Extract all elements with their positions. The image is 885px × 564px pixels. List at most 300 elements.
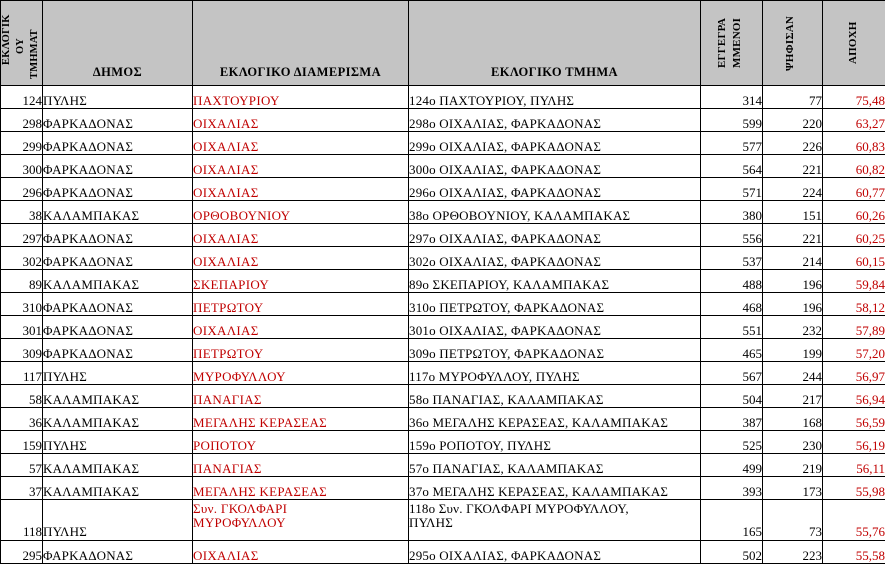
cell-municipality bbox=[43, 477, 193, 500]
cell-polling-station-text: 295ο ΟΙΧΑΛΙΑΣ, ΦΑΡΚΑΔΟΝΑΣ bbox=[409, 549, 700, 563]
cell-abstention bbox=[823, 454, 885, 477]
cell-registered-voters bbox=[701, 86, 763, 109]
cell-municipality bbox=[43, 316, 193, 339]
cell-abstention-text: 60,15 bbox=[856, 254, 885, 269]
cell-polling-station bbox=[409, 431, 701, 454]
cell-registered-voters bbox=[701, 201, 763, 224]
column-header-electoral-district bbox=[193, 1, 409, 86]
cell-abstention bbox=[823, 132, 885, 155]
cell-voted-text: 223 bbox=[803, 548, 823, 563]
cell-electoral-district bbox=[193, 454, 409, 477]
cell-abstention bbox=[823, 477, 885, 500]
cell-polling-station bbox=[409, 201, 701, 224]
cell-electoral-district-text: ΟΙΧΑΛΙΑΣ bbox=[193, 163, 408, 177]
cell-polling-station bbox=[409, 454, 701, 477]
cell-abstention bbox=[823, 247, 885, 270]
cell-registered-voters bbox=[701, 431, 763, 454]
cell-municipality-text: ΚΑΛΑΜΠΑΚΑΣ bbox=[43, 392, 139, 407]
cell-electoral-district-text: ΜΥΡΟΦΥΛΛΟΥ bbox=[193, 370, 408, 384]
cell-voted bbox=[763, 86, 823, 109]
cell-abstention-text: 56,59 bbox=[856, 415, 885, 430]
cell-voted-text: 173 bbox=[803, 484, 823, 499]
cell-abstention bbox=[823, 385, 885, 408]
table-row[interactable] bbox=[1, 385, 885, 408]
table-row[interactable] bbox=[1, 293, 885, 316]
cell-serial-number bbox=[1, 201, 43, 224]
table-row[interactable] bbox=[1, 178, 885, 201]
cell-serial-number bbox=[1, 339, 43, 362]
cell-voted bbox=[763, 270, 823, 293]
cell-electoral-district bbox=[193, 155, 409, 178]
table-row[interactable] bbox=[1, 155, 885, 178]
column-header-municipality-label: ΔΗΜΟΣ bbox=[43, 66, 192, 85]
cell-abstention-text: 63,27 bbox=[856, 116, 885, 131]
cell-municipality bbox=[43, 155, 193, 178]
cell-abstention-text: 55,58 bbox=[856, 548, 885, 563]
table-row[interactable] bbox=[1, 132, 885, 155]
cell-voted bbox=[763, 339, 823, 362]
cell-voted-text: 196 bbox=[803, 277, 823, 292]
cell-voted bbox=[763, 362, 823, 385]
cell-registered-voters-text: 567 bbox=[743, 369, 763, 384]
cell-registered-voters-text: 504 bbox=[743, 392, 763, 407]
cell-electoral-district-text: ΠΕΤΡΩΤΟΥ bbox=[193, 301, 408, 315]
cell-municipality bbox=[43, 339, 193, 362]
cell-voted bbox=[763, 431, 823, 454]
cell-serial-number bbox=[1, 247, 43, 270]
cell-registered-voters bbox=[701, 454, 763, 477]
cell-abstention bbox=[823, 270, 885, 293]
column-header-abstention bbox=[823, 1, 885, 86]
cell-electoral-district bbox=[193, 385, 409, 408]
cell-electoral-district bbox=[193, 178, 409, 201]
cell-polling-station-text: 159ο ΡΟΠΟΤΟΥ, ΠΥΛΗΣ bbox=[409, 439, 700, 453]
cell-registered-voters bbox=[701, 132, 763, 155]
cell-municipality-text: ΠΥΛΗΣ bbox=[43, 438, 87, 453]
cell-electoral-district-text: ΠΑΝΑΓΙΑΣ bbox=[193, 393, 408, 407]
cell-serial-number-text: 57 bbox=[29, 461, 42, 476]
cell-abstention-text: 60,25 bbox=[856, 231, 885, 246]
cell-municipality bbox=[43, 201, 193, 224]
cell-electoral-district-text-line2: ΜΥΡΟΦΥΛΛΟΥ bbox=[193, 516, 408, 530]
cell-abstention bbox=[823, 86, 885, 109]
cell-municipality-text: ΦΑΡΚΑΔΟΝΑΣ bbox=[43, 346, 133, 361]
cell-municipality-text: ΠΥΛΗΣ bbox=[43, 93, 87, 108]
cell-registered-voters bbox=[701, 224, 763, 247]
cell-polling-station-text-line2: ΠΥΛΗΣ bbox=[409, 516, 700, 530]
cell-municipality-text: ΚΑΛΑΜΠΑΚΑΣ bbox=[43, 208, 139, 223]
table-row[interactable] bbox=[1, 201, 885, 224]
cell-voted bbox=[763, 385, 823, 408]
cell-electoral-district bbox=[193, 293, 409, 316]
cell-voted-text: 73 bbox=[809, 524, 822, 539]
cell-serial-number-text: 301 bbox=[23, 323, 43, 338]
cell-abstention-text: 56,11 bbox=[856, 461, 885, 476]
cell-abstention-text: 56,97 bbox=[856, 369, 885, 384]
cell-polling-station-text: 117ο ΜΥΡΟΦΥΛΛΟΥ, ΠΥΛΗΣ bbox=[409, 370, 700, 384]
column-header-abstention-label: ΑΠΟΧΗ bbox=[848, 5, 859, 81]
cell-polling-station-text: 124ο ΠΑΧΤΟΥΡΙΟΥ, ΠΥΛΗΣ bbox=[409, 94, 700, 108]
cell-polling-station bbox=[409, 293, 701, 316]
table-row[interactable] bbox=[1, 109, 885, 132]
cell-municipality bbox=[43, 385, 193, 408]
column-header-registered-line2: ΜΜΕΝΟΙ bbox=[732, 5, 743, 81]
cell-registered-voters-text: 468 bbox=[743, 300, 763, 315]
cell-municipality bbox=[43, 362, 193, 385]
cell-voted bbox=[763, 541, 823, 564]
cell-registered-voters bbox=[701, 541, 763, 564]
cell-electoral-district bbox=[193, 270, 409, 293]
cell-serial-number-text: 118 bbox=[23, 524, 42, 539]
cell-registered-voters-text: 537 bbox=[743, 254, 763, 269]
cell-serial-number-text: 89 bbox=[29, 277, 42, 292]
cell-registered-voters-text: 502 bbox=[743, 548, 763, 563]
cell-voted bbox=[763, 316, 823, 339]
cell-registered-voters bbox=[701, 316, 763, 339]
cell-abstention-text: 56,19 bbox=[856, 438, 885, 453]
cell-serial-number bbox=[1, 431, 43, 454]
cell-serial-number bbox=[1, 477, 43, 500]
cell-abstention-text: 58,12 bbox=[856, 300, 885, 315]
cell-registered-voters-text: 571 bbox=[743, 185, 763, 200]
cell-polling-station bbox=[409, 132, 701, 155]
cell-voted bbox=[763, 201, 823, 224]
cell-voted-text: 226 bbox=[803, 139, 823, 154]
cell-polling-station-text: 296ο ΟΙΧΑΛΙΑΣ, ΦΑΡΚΑΔΟΝΑΣ bbox=[409, 186, 700, 200]
cell-registered-voters bbox=[701, 270, 763, 293]
cell-electoral-district bbox=[193, 362, 409, 385]
cell-electoral-district-text: ΟΙΧΑΛΙΑΣ bbox=[193, 549, 408, 563]
cell-polling-station bbox=[409, 86, 701, 109]
cell-polling-station-text: 118ο Συν. ΓΚΟΛΦΑΡΙ ΜΥΡΟΦΥΛΛΟΥ, bbox=[409, 502, 700, 516]
cell-serial-number bbox=[1, 178, 43, 201]
column-header-voted-label: ΨΗΦΙΣΑΝ bbox=[785, 5, 796, 81]
cell-serial-number bbox=[1, 408, 43, 431]
cell-polling-station bbox=[409, 178, 701, 201]
cell-polling-station-text: 36ο ΜΕΓΑΛΗΣ ΚΕΡΑΣΕΑΣ, ΚΑΛΑΜΠΑΚΑΣ bbox=[409, 416, 700, 430]
cell-municipality bbox=[43, 408, 193, 431]
cell-registered-voters-text: 314 bbox=[743, 93, 763, 108]
cell-registered-voters-text: 393 bbox=[743, 484, 763, 499]
cell-polling-station bbox=[409, 339, 701, 362]
cell-electoral-district bbox=[193, 132, 409, 155]
cell-abstention bbox=[823, 316, 885, 339]
table-row[interactable] bbox=[1, 500, 885, 541]
column-header-registered-line1: ΕΓΓΕΓΡΑ bbox=[717, 5, 728, 81]
cell-polling-station bbox=[409, 385, 701, 408]
cell-voted bbox=[763, 408, 823, 431]
cell-serial-number bbox=[1, 541, 43, 564]
column-header-voted bbox=[763, 1, 823, 86]
cell-serial-number-text: 297 bbox=[23, 231, 43, 246]
cell-registered-voters-text: 488 bbox=[743, 277, 763, 292]
cell-electoral-district-text: ΡΟΠΟΤΟΥ bbox=[193, 439, 408, 453]
table-row[interactable] bbox=[1, 86, 885, 109]
cell-registered-voters-text: 380 bbox=[743, 208, 763, 223]
cell-voted-text: 220 bbox=[803, 116, 823, 131]
cell-registered-voters bbox=[701, 477, 763, 500]
cell-registered-voters bbox=[701, 155, 763, 178]
cell-municipality bbox=[43, 454, 193, 477]
cell-abstention bbox=[823, 362, 885, 385]
cell-serial-number-text: 295 bbox=[23, 548, 43, 563]
cell-serial-number-text: 300 bbox=[23, 162, 43, 177]
cell-electoral-district-text: ΟΙΧΑΛΙΑΣ bbox=[193, 140, 408, 154]
cell-voted-text: 199 bbox=[803, 346, 823, 361]
cell-registered-voters-text: 556 bbox=[743, 231, 763, 246]
cell-electoral-district bbox=[193, 477, 409, 500]
cell-serial-number bbox=[1, 316, 43, 339]
cell-serial-number-text: 58 bbox=[29, 392, 42, 407]
cell-polling-station bbox=[409, 362, 701, 385]
cell-abstention-text: 57,20 bbox=[856, 346, 885, 361]
cell-serial-number bbox=[1, 270, 43, 293]
table-row[interactable] bbox=[1, 454, 885, 477]
cell-registered-voters-text: 551 bbox=[743, 323, 763, 338]
column-header-electoral-district-label: ΕΚΛΟΓΙΚΟ ΔΙΑΜΕΡΙΣΜΑ bbox=[193, 66, 408, 85]
cell-voted bbox=[763, 155, 823, 178]
cell-polling-station-text: 37ο ΜΕΓΑΛΗΣ ΚΕΡΑΣΕΑΣ, ΚΑΛΑΜΠΑΚΑΣ bbox=[409, 485, 700, 499]
cell-abstention bbox=[823, 541, 885, 564]
table-row[interactable] bbox=[1, 339, 885, 362]
cell-electoral-district bbox=[193, 431, 409, 454]
cell-abstention-text: 55,76 bbox=[856, 524, 885, 539]
cell-voted bbox=[763, 477, 823, 500]
table-header-row bbox=[1, 1, 885, 86]
cell-polling-station-text: 302ο ΟΙΧΑΛΙΑΣ, ΦΑΡΚΑΔΟΝΑΣ bbox=[409, 255, 700, 269]
cell-registered-voters bbox=[701, 178, 763, 201]
cell-electoral-district-text: ΜΕΓΑΛΗΣ ΚΕΡΑΣΕΑΣ bbox=[193, 416, 408, 430]
cell-electoral-district-text: ΟΙΧΑΛΙΑΣ bbox=[193, 232, 408, 246]
cell-serial-number bbox=[1, 454, 43, 477]
cell-voted bbox=[763, 178, 823, 201]
cell-electoral-district-text: Συν. ΓΚΟΛΦΑΡΙ bbox=[193, 502, 408, 516]
column-header-polling-station-label: ΕΚΛΟΓΙΚΟ ΤΜΗΜΑ bbox=[409, 66, 700, 85]
cell-voted-text: 230 bbox=[803, 438, 823, 453]
cell-abstention-text: 60,77 bbox=[856, 185, 885, 200]
table-row[interactable] bbox=[1, 362, 885, 385]
cell-polling-station-text: 58ο ΠΑΝΑΓΙΑΣ, ΚΑΛΑΜΠΑΚΑΣ bbox=[409, 393, 700, 407]
cell-municipality bbox=[43, 178, 193, 201]
cell-polling-station bbox=[409, 224, 701, 247]
cell-polling-station-text: 309ο ΠΕΤΡΩΤΟΥ, ΦΑΡΚΑΔΟΝΑΣ bbox=[409, 347, 700, 361]
column-header-registered-voters bbox=[701, 1, 763, 86]
cell-electoral-district bbox=[193, 316, 409, 339]
cell-serial-number bbox=[1, 132, 43, 155]
column-header-municipality bbox=[43, 1, 193, 86]
cell-registered-voters-text: 387 bbox=[743, 415, 763, 430]
cell-municipality-text: ΦΑΡΚΑΔΟΝΑΣ bbox=[43, 254, 133, 269]
cell-serial-number bbox=[1, 500, 43, 541]
cell-voted-text: 244 bbox=[803, 369, 823, 384]
cell-municipality bbox=[43, 270, 193, 293]
cell-polling-station-text: 38ο ΟΡΘΟΒΟΥΝΙΟΥ, ΚΑΛΑΜΠΑΚΑΣ bbox=[409, 209, 700, 223]
cell-electoral-district-text: ΟΙΧΑΛΙΑΣ bbox=[193, 324, 408, 338]
cell-abstention bbox=[823, 431, 885, 454]
cell-abstention-text: 60,83 bbox=[856, 139, 885, 154]
cell-polling-station bbox=[409, 247, 701, 270]
cell-voted-text: 196 bbox=[803, 300, 823, 315]
cell-polling-station bbox=[409, 500, 701, 541]
cell-electoral-district-text: ΠΑΧΤΟΥΡΙΟΥ bbox=[193, 94, 408, 108]
cell-serial-number-text: 117 bbox=[23, 369, 42, 384]
cell-serial-number-text: 309 bbox=[23, 346, 43, 361]
cell-voted-text: 221 bbox=[803, 231, 823, 246]
cell-abstention bbox=[823, 201, 885, 224]
cell-abstention-text: 56,94 bbox=[856, 392, 885, 407]
cell-voted-text: 217 bbox=[803, 392, 823, 407]
cell-electoral-district bbox=[193, 541, 409, 564]
table-row[interactable] bbox=[1, 270, 885, 293]
cell-abstention bbox=[823, 224, 885, 247]
cell-voted bbox=[763, 454, 823, 477]
cell-registered-voters-text: 465 bbox=[743, 346, 763, 361]
cell-registered-voters bbox=[701, 293, 763, 316]
cell-polling-station bbox=[409, 408, 701, 431]
cell-serial-number-text: 36 bbox=[29, 415, 42, 430]
cell-voted-text: 219 bbox=[803, 461, 823, 476]
table-row[interactable] bbox=[1, 247, 885, 270]
cell-municipality-text: ΦΑΡΚΑΔΟΝΑΣ bbox=[43, 323, 133, 338]
table-row[interactable] bbox=[1, 541, 885, 564]
cell-electoral-district bbox=[193, 224, 409, 247]
cell-polling-station-text: 299ο ΟΙΧΑΛΙΑΣ, ΦΑΡΚΑΔΟΝΑΣ bbox=[409, 140, 700, 154]
cell-voted-text: 232 bbox=[803, 323, 823, 338]
cell-municipality-text: ΚΑΛΑΜΠΑΚΑΣ bbox=[43, 277, 139, 292]
cell-abstention-text: 55,98 bbox=[856, 484, 885, 499]
cell-voted-text: 151 bbox=[803, 208, 823, 223]
cell-municipality bbox=[43, 431, 193, 454]
cell-municipality-text: ΦΑΡΚΑΔΟΝΑΣ bbox=[43, 139, 133, 154]
column-header-polling-station bbox=[409, 1, 701, 86]
cell-municipality-text: ΦΑΡΚΑΔΟΝΑΣ bbox=[43, 548, 133, 563]
cell-municipality bbox=[43, 500, 193, 541]
cell-polling-station-text: 89ο ΣΚΕΠΑΡΙΟΥ, ΚΑΛΑΜΠΑΚΑΣ bbox=[409, 278, 700, 292]
cell-abstention bbox=[823, 155, 885, 178]
cell-registered-voters-text: 599 bbox=[743, 116, 763, 131]
cell-abstention-text: 75,48 bbox=[856, 93, 885, 108]
cell-registered-voters bbox=[701, 247, 763, 270]
cell-abstention bbox=[823, 408, 885, 431]
cell-serial-number-text: 37 bbox=[29, 484, 42, 499]
cell-serial-number-text: 124 bbox=[23, 93, 43, 108]
table-row[interactable] bbox=[1, 477, 885, 500]
cell-polling-station bbox=[409, 270, 701, 293]
cell-electoral-district-text: ΣΚΕΠΑΡΙΟΥ bbox=[193, 278, 408, 292]
cell-abstention bbox=[823, 109, 885, 132]
cell-serial-number-text: 298 bbox=[23, 116, 43, 131]
cell-polling-station-text: 57ο ΠΑΝΑΓΙΑΣ, ΚΑΛΑΜΠΑΚΑΣ bbox=[409, 462, 700, 476]
cell-municipality-text: ΚΑΛΑΜΠΑΚΑΣ bbox=[43, 461, 139, 476]
cell-municipality-text: ΠΥΛΗΣ bbox=[43, 524, 87, 539]
cell-serial-number bbox=[1, 385, 43, 408]
cell-serial-number bbox=[1, 155, 43, 178]
cell-voted-text: 77 bbox=[809, 93, 822, 108]
cell-registered-voters bbox=[701, 500, 763, 541]
cell-municipality bbox=[43, 224, 193, 247]
cell-registered-voters bbox=[701, 339, 763, 362]
cell-serial-number-text: 310 bbox=[23, 300, 43, 315]
cell-registered-voters-text: 525 bbox=[743, 438, 763, 453]
cell-voted bbox=[763, 109, 823, 132]
cell-serial-number bbox=[1, 293, 43, 316]
cell-electoral-district-text: ΟΙΧΑΛΙΑΣ bbox=[193, 117, 408, 131]
cell-electoral-district bbox=[193, 408, 409, 431]
cell-registered-voters-text: 577 bbox=[743, 139, 763, 154]
cell-voted bbox=[763, 247, 823, 270]
cell-abstention-text: 57,89 bbox=[856, 323, 885, 338]
cell-serial-number-text: 296 bbox=[23, 185, 43, 200]
cell-polling-station bbox=[409, 109, 701, 132]
cell-polling-station bbox=[409, 541, 701, 564]
cell-electoral-district bbox=[193, 339, 409, 362]
cell-municipality-text: ΦΑΡΚΑΔΟΝΑΣ bbox=[43, 162, 133, 177]
cell-voted bbox=[763, 500, 823, 541]
cell-electoral-district bbox=[193, 86, 409, 109]
cell-municipality bbox=[43, 86, 193, 109]
column-header-serial-line3: ΤΜΗΜΑΤ bbox=[30, 23, 41, 85]
cell-municipality bbox=[43, 293, 193, 316]
cell-electoral-district bbox=[193, 201, 409, 224]
cell-registered-voters-text: 499 bbox=[743, 461, 763, 476]
column-header-serial-line2: ΟΥ bbox=[16, 6, 27, 85]
column-header-serial-number bbox=[1, 1, 43, 86]
cell-registered-voters bbox=[701, 408, 763, 431]
cell-registered-voters bbox=[701, 362, 763, 385]
cell-electoral-district-text: ΟΡΘΟΒΟΥΝΙΟΥ bbox=[193, 209, 408, 223]
cell-registered-voters-text: 564 bbox=[743, 162, 763, 177]
cell-abstention-text: 60,26 bbox=[856, 208, 885, 223]
cell-registered-voters bbox=[701, 109, 763, 132]
cell-serial-number-text: 299 bbox=[23, 139, 43, 154]
cell-polling-station-text: 298ο ΟΙΧΑΛΙΑΣ, ΦΑΡΚΑΔΟΝΑΣ bbox=[409, 117, 700, 131]
cell-polling-station-text: 300ο ΟΙΧΑΛΙΑΣ, ΦΑΡΚΑΔΟΝΑΣ bbox=[409, 163, 700, 177]
cell-abstention bbox=[823, 293, 885, 316]
cell-polling-station bbox=[409, 316, 701, 339]
cell-abstention-text: 59,84 bbox=[856, 277, 885, 292]
cell-registered-voters bbox=[701, 385, 763, 408]
cell-voted-text: 214 bbox=[803, 254, 823, 269]
cell-voted-text: 168 bbox=[803, 415, 823, 430]
column-header-serial-line1: ΕΚΛΟΓΙΚ bbox=[2, 1, 13, 85]
cell-abstention bbox=[823, 500, 885, 541]
table-row[interactable] bbox=[1, 316, 885, 339]
cell-electoral-district-text: ΟΙΧΑΛΙΑΣ bbox=[193, 186, 408, 200]
cell-polling-station-text: 301ο ΟΙΧΑΛΙΑΣ, ΦΑΡΚΑΔΟΝΑΣ bbox=[409, 324, 700, 338]
cell-municipality bbox=[43, 132, 193, 155]
cell-municipality-text: ΦΑΡΚΑΔΟΝΑΣ bbox=[43, 185, 133, 200]
table-row[interactable] bbox=[1, 431, 885, 454]
cell-electoral-district bbox=[193, 500, 409, 541]
cell-voted bbox=[763, 293, 823, 316]
cell-electoral-district bbox=[193, 109, 409, 132]
cell-abstention-text: 60,82 bbox=[856, 162, 885, 177]
cell-serial-number bbox=[1, 224, 43, 247]
cell-municipality-text: ΠΥΛΗΣ bbox=[43, 369, 87, 384]
cell-abstention bbox=[823, 339, 885, 362]
cell-electoral-district bbox=[193, 247, 409, 270]
cell-serial-number bbox=[1, 362, 43, 385]
table-row[interactable] bbox=[1, 224, 885, 247]
cell-electoral-district-text: ΜΕΓΑΛΗΣ ΚΕΡΑΣΕΑΣ bbox=[193, 485, 408, 499]
cell-serial-number-text: 159 bbox=[23, 438, 43, 453]
cell-serial-number bbox=[1, 109, 43, 132]
cell-voted bbox=[763, 224, 823, 247]
cell-municipality-text: ΦΑΡΚΑΔΟΝΑΣ bbox=[43, 300, 133, 315]
cell-polling-station bbox=[409, 155, 701, 178]
table-row[interactable] bbox=[1, 408, 885, 431]
cell-polling-station-text: 310ο ΠΕΤΡΩΤΟΥ, ΦΑΡΚΑΔΟΝΑΣ bbox=[409, 301, 700, 315]
